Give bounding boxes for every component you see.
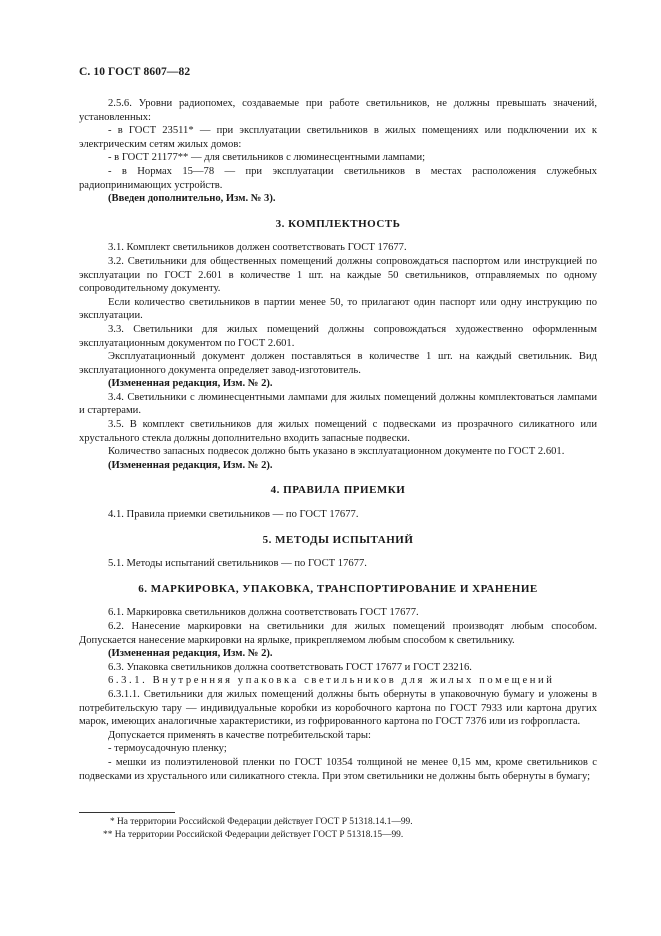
paragraph-3-4: 3.4. Светильники с люминесцентными лампами для жилых помещений должны комплектоваться лампами и стартерами. bbox=[79, 391, 597, 417]
paragraph-3-2-note: Если количество светильников в партии менее 50, то прилагают один паспорт или одну инструкцию по эксплуатации. bbox=[79, 296, 597, 322]
paragraph-3-3: 3.3. Светильники для жилых помещений должны сопровождаться художественно оформленным эксплуатационным документом по ГОСТ 2.601. bbox=[79, 323, 597, 349]
footnote-2: ** На территории Российской Федерации действует ГОСТ Р 51318.15—99. bbox=[103, 829, 404, 840]
paragraph-3-5: 3.5. В комплект светильников для жилых помещений с подвесками из прозрачного силикатного или хрустального стекла должны дополнительно входить запасные подвески. bbox=[79, 419, 597, 444]
paragraph-6-3-1-1-item-2: - мешки из полиэтиленовой пленки по ГОСТ 10354 толщиной не менее 0,15 мм, кроме светильников с подвесками из хрустального или силикатного стекла. При этом светильники не должны быть обернуты в бумагу; bbox=[79, 756, 597, 782]
section-heading-6: 6. МАРКИРОВКА, УПАКОВКА, ТРАНСПОРТИРОВАНИЕ И ХРАНЕНИЕ bbox=[138, 582, 538, 595]
paragraph-2-5-6-item-1: - в ГОСТ 23511* — при эксплуатации светильников в жилых помещениях или подключении их к электрическим сетям жилых домов: bbox=[79, 125, 597, 150]
paragraph-6-3-1-1-note: Допускается применять в качестве потребительской тары: bbox=[108, 729, 371, 741]
paragraph-3-5-note: Количество запасных подвесок должно быть указано в эксплуатационном документе по ГОСТ 2.601. bbox=[108, 446, 565, 458]
footnote-1: * На территории Российской Федерации действует ГОСТ Р 51318.14.1—99. bbox=[110, 817, 413, 827]
section-heading-4: 4. ПРАВИЛА ПРИЕМКИ bbox=[270, 484, 406, 497]
footnote-divider bbox=[79, 812, 175, 813]
section-heading-5: 5. МЕТОДЫ ИСПЫТАНИЙ bbox=[262, 533, 414, 546]
paragraph-6-3-1: 6.3.1. Внутренняя упаковка светильников для жилых помещений bbox=[108, 675, 555, 687]
paragraph-3-1: 3.1. Комплект светильников должен соответствовать ГОСТ 17677. bbox=[108, 242, 407, 254]
paragraph-2-5-6: 2.5.6. Уровни радиопомех, создаваемые при работе светильников, не должны превышать значений, установленных: bbox=[79, 98, 597, 123]
amendment-note: (Введен дополнительно, Изм. № 3). bbox=[108, 193, 276, 205]
paragraph-4-1: 4.1. Правила приемки светильников — по ГОСТ 17677. bbox=[108, 509, 359, 521]
page-header: С. 10 ГОСТ 8607—82 bbox=[79, 66, 191, 78]
paragraph-5-1: 5.1. Методы испытаний светильников — по ГОСТ 17677. bbox=[108, 558, 367, 570]
paragraph-6-2: 6.2. Нанесение маркировки на светильники для жилых помещений производят любым способом. Допускается нанесение маркировки на ярлыке, прикрепляемом любым способом к светильнику. bbox=[79, 621, 597, 646]
paragraph-6-3-1-1-item-1: - термоусадочную пленку; bbox=[108, 743, 227, 755]
paragraph-2-5-6-item-3: - в Нормах 15—78 — при эксплуатации светильников в местах расположения служебных радиопринимающих устройств. bbox=[79, 165, 597, 191]
paragraph-6-1: 6.1. Маркировка светильников должна соответствовать ГОСТ 17677. bbox=[108, 607, 419, 619]
paragraph-6-3: 6.3. Упаковка светильников должна соответствовать ГОСТ 17677 и ГОСТ 23216. bbox=[108, 661, 472, 673]
paragraph-2-5-6-item-2: - в ГОСТ 21177** — для светильников с люминесцентными лампами; bbox=[108, 152, 426, 164]
amendment-note: (Измененная редакция, Изм. № 2). bbox=[108, 378, 273, 390]
document-body bbox=[79, 97, 597, 783]
section-heading-3: 3. КОМПЛЕКТНОСТЬ bbox=[275, 217, 401, 230]
amendment-note: (Измененная редакция, Изм. № 2). bbox=[108, 459, 273, 471]
paragraph-3-2: 3.2. Светильники для общественных помещений должны сопровождаться паспортом или инструкцией по эксплуатации по ГОСТ 2.601 в количестве 1 шт. на каждые 50 светильников, отправляемых по одному сопроводительному документу. bbox=[79, 255, 597, 295]
paragraph-3-3-note: Эксплуатационный документ должен поставляться в количестве 1 шт. на каждый светильник. Вид эксплуатационного документа определяет завод-изготовитель. bbox=[79, 351, 597, 376]
paragraph-6-3-1-1: 6.3.1.1. Светильники для жилых помещений должны быть обернуты в упаковочную бумагу и уложены в потребительскую тару — индивидуальные коробки из коробочного картона по ГОСТ 7933 или картона других марок, имеющих аналогичные характеристики, из гофрированного картона по ГОСТ 7376 или из гофропласта. bbox=[79, 688, 597, 728]
amendment-note: (Измененная редакция, Изм. № 2). bbox=[108, 648, 273, 660]
footnotes bbox=[79, 812, 597, 842]
